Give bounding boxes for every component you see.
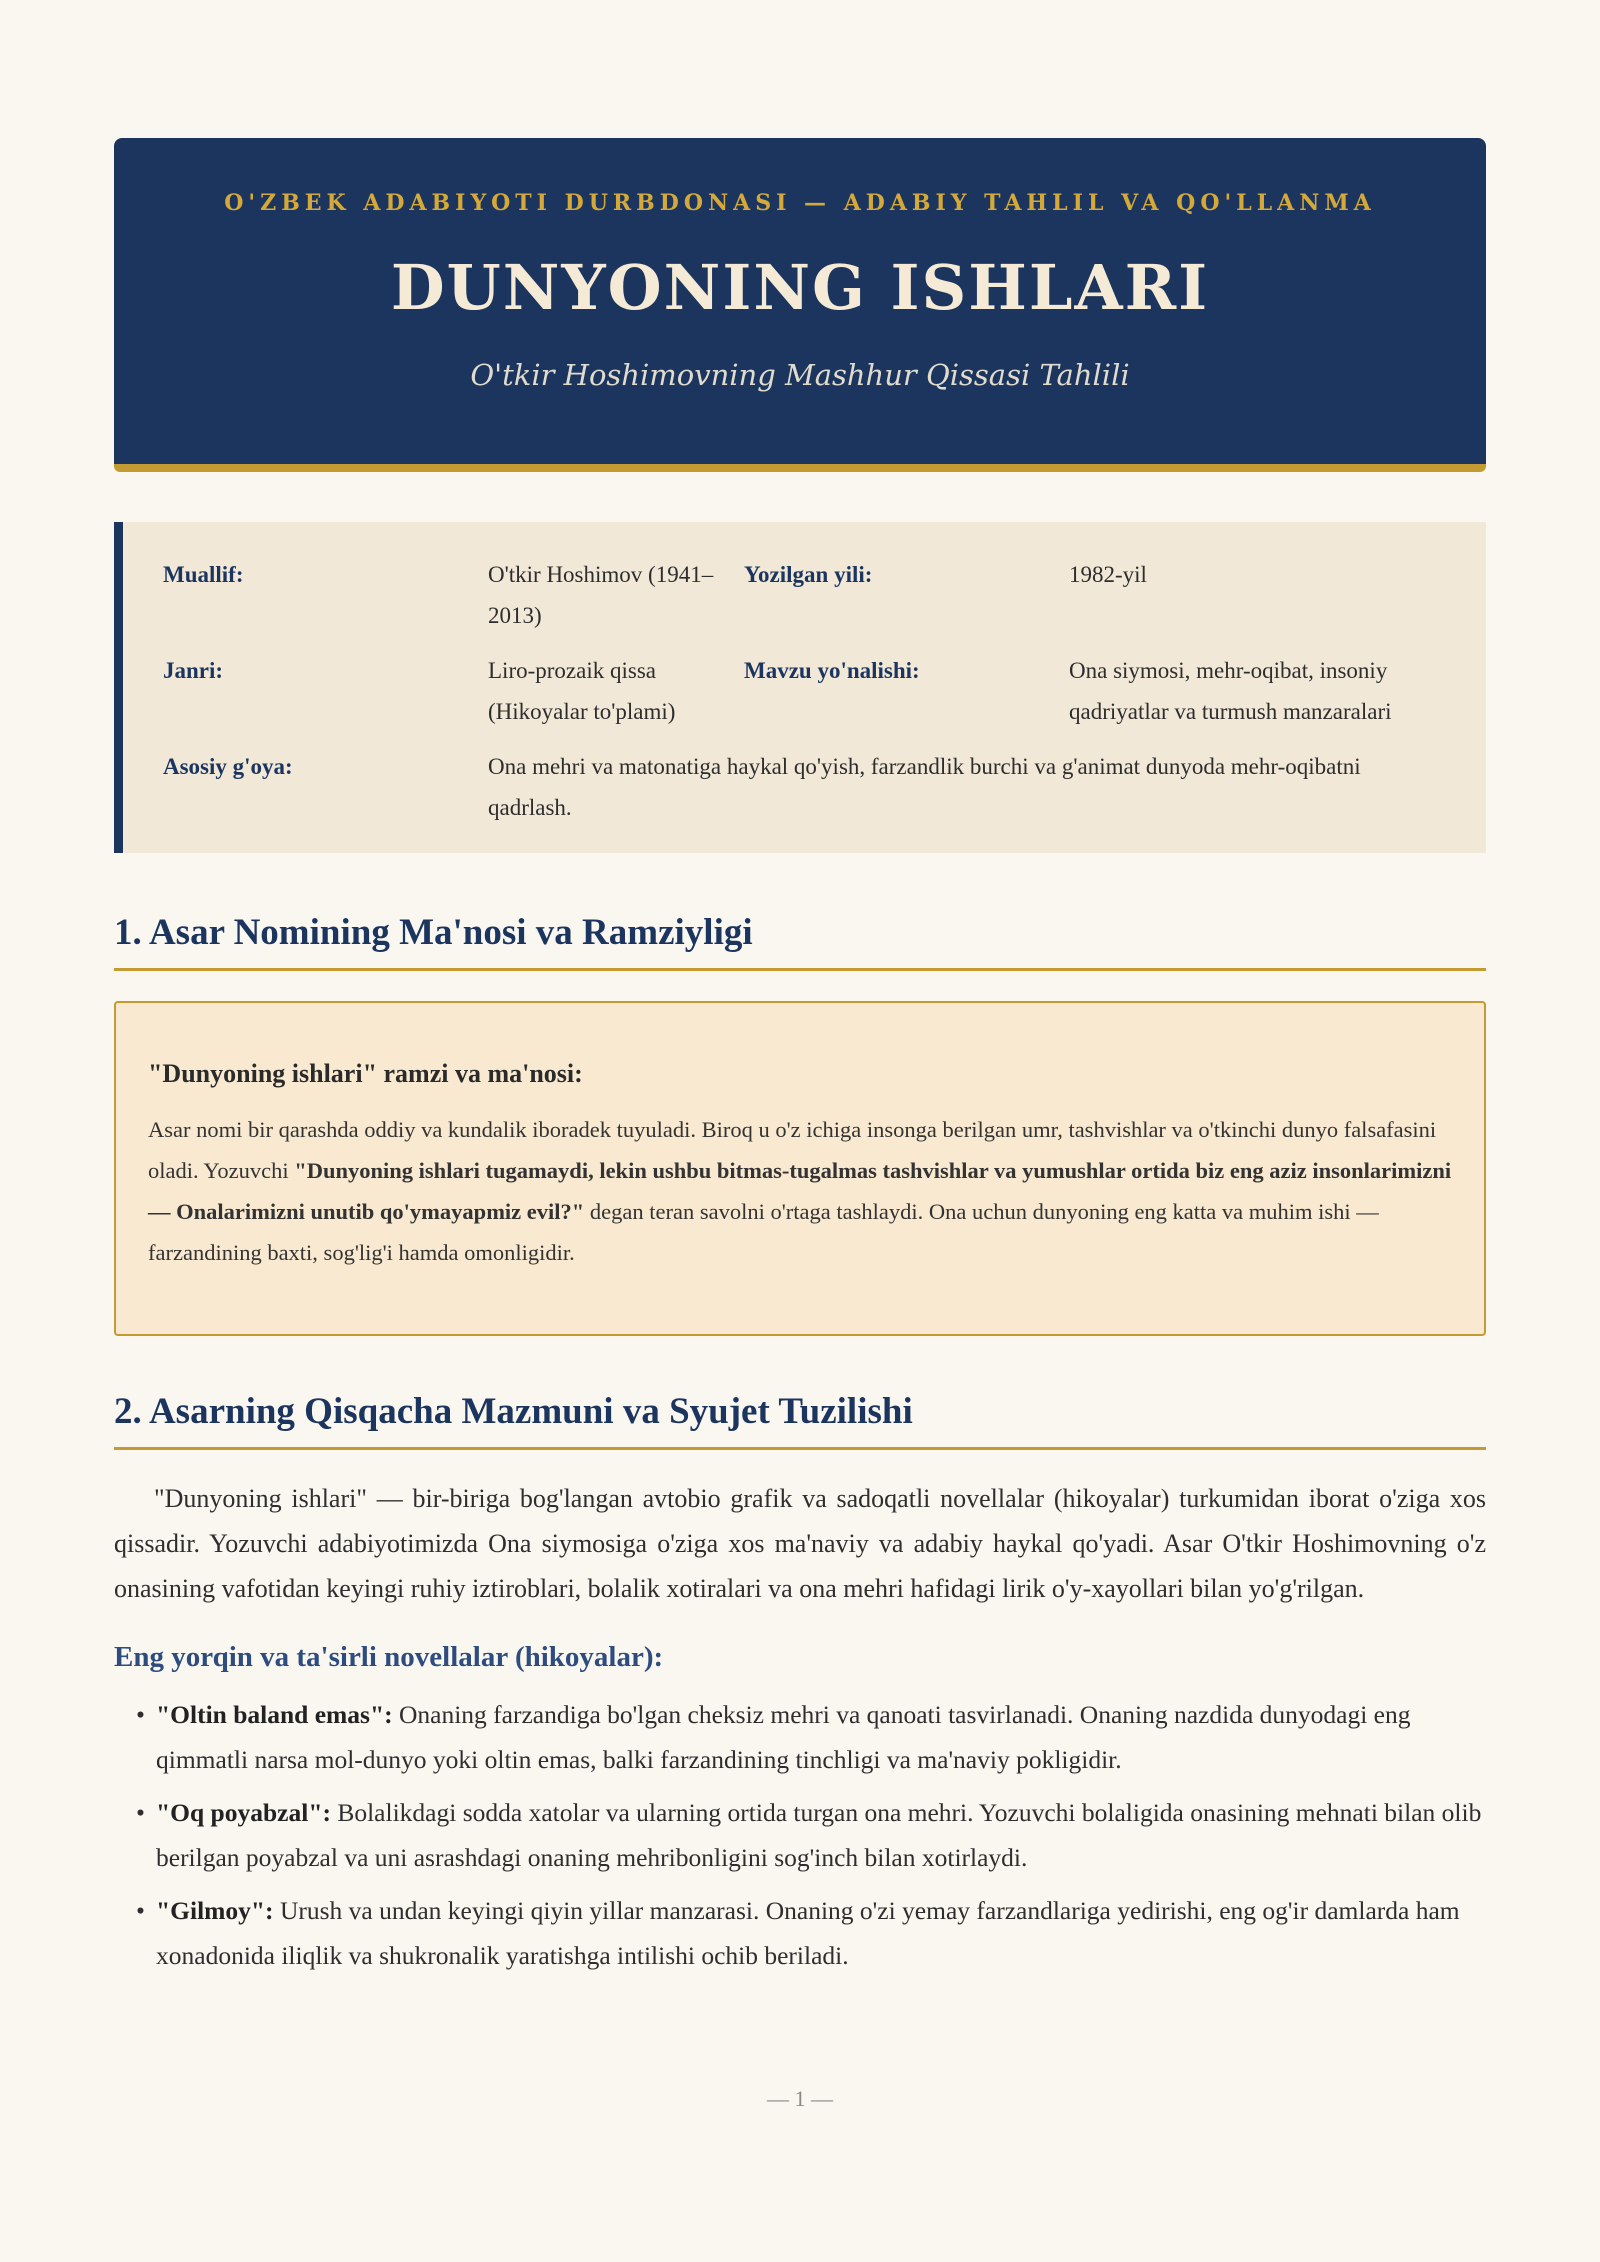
genre-label: Janri: <box>163 658 224 683</box>
title-banner <box>114 138 1486 472</box>
series-kicker: O'ZBEK ADABIYOTI DURBDONASI — ADABIY TAHLIL VA QO'LLANMA <box>224 190 1376 216</box>
theme-value: Ona siymosi, mehr-oqibat, insoniy qadriyatlar va turmush manzaralari <box>1069 658 1392 724</box>
bullet-icon: • <box>136 1798 145 1827</box>
year-label: Yozilgan yili: <box>744 562 873 587</box>
novel-description: Onaning farzandiga bo'lgan cheksiz mehri va qanoati tasvirlanadi. Onaning nazdida dunyodagi eng qimmatli narsa mol-dunyo yoki oltin emas, balki farzandining tinchligi va ma'naviy pokligidir. <box>156 1700 1411 1774</box>
year-value: 1982-yil <box>1069 562 1147 587</box>
author-label: Muallif: <box>163 562 244 587</box>
author-value: O'tkir Hoshimov (1941–2013) <box>488 562 714 628</box>
document-subtitle: O'tkir Hoshimovning Mashhur Qissasi Tahlili <box>470 358 1130 393</box>
novel-name: "Gilmoy": <box>156 1896 274 1925</box>
callout-text-end: degan teran savolni o'rtaga tashlaydi. Ona uchun dunyoning eng katta va muhim ishi — farzandining baxti, sog'lig'i hamda omonligidir. <box>148 1199 1379 1265</box>
novel-description: Urush va undan keyingi qiyin yillar manzarasi. Onaning o'zi yemay farzandlariga yedirishi, eng og'ir damlarda ham xonadonida iliqlik va shukronalik yaratishga intilishi ochib beriladi. <box>156 1896 1460 1970</box>
section-2-heading: 2. Asarning Qisqacha Mazmuni va Syujet Tuzilishi <box>114 1390 1486 1450</box>
main-idea-label: Asosiy g'oya: <box>163 754 293 779</box>
novel-name: "Oq poyabzal": <box>156 1798 331 1827</box>
novels-list <box>114 1692 1486 1978</box>
callout-highlighted-question: "Dunyoning ishlari tugamaydi, lekin ushbu bitmas-tugalmas tashvishlar va yumushlar ortida biz eng aziz insonlarimizni — Onalarimizni unutib qo'ymayapmiz evil?" <box>148 1158 1452 1224</box>
list-item <box>136 1790 1486 1880</box>
novel-name: "Oltin baland emas": <box>156 1700 393 1729</box>
main-idea-value: Ona mehri va matonatiga haykal qo'yish, farzandlik burchi va g'animat dunyoda mehr-oqibatni qadrlash. <box>488 754 1361 820</box>
callout-title: "Dunyoning ishlari" ramzi va ma'nosi: <box>148 1059 583 1088</box>
work-info-box <box>114 522 1486 853</box>
callout-text-start: Asar nomi bir qarashda oddiy va kundalik iboradek tuyuladi. Biroq u o'z ichiga insonga berilgan umr, tashvishlar va o'tkinchi dunyo falsafasini oladi. Yozuvchi <box>148 1117 1437 1183</box>
list-item <box>136 1888 1486 1978</box>
novel-description: Bolalikdagi sodda xatolar va ularning ortida turgan ona mehri. Yozuvchi bolaligida onasining mehnati bilan olib berilgan poyabzal va uni asrashdagi onaning mehribonligini sog'inch bilan xotirlaydi. <box>156 1798 1482 1872</box>
callout-text <box>148 1109 1454 1273</box>
summary-paragraph: "Dunyoning ishlari" — bir-biriga bog'langan avtobio grafik va sadoqatli novellalar (hikoyalar) turkumidan iborat o'ziga xos qissadir. Yozuvchi adabiyotimizda Ona siymosiga o'ziga xos ma'naviy va adabiy haykal qo'yadi. Asar O'tkir Hoshimovning o'z onasining vafotidan keyingi ruhiy iztiroblari, bolalik xotiralari va ona mehri hafidagi lirik o'y-xayollari bilan yo'g'rilgan. <box>114 1484 1486 1603</box>
novels-subheading: Eng yorqin va ta'sirli novellalar (hikoyalar): <box>114 1641 664 1673</box>
page-number: — 1 — <box>767 2086 833 2111</box>
bullet-icon: • <box>136 1700 145 1729</box>
genre-value: Liro-prozaik qissa (Hikoyalar to'plami) <box>488 658 676 724</box>
theme-label: Mavzu yo'nalishi: <box>744 658 920 683</box>
document-title: DUNYONING ISHLARI <box>390 251 1210 324</box>
list-item <box>136 1692 1486 1782</box>
document-page <box>114 138 1486 1986</box>
title-meaning-callout <box>114 1001 1486 1336</box>
bullet-icon: • <box>136 1896 145 1925</box>
section-1-heading: 1. Asar Nomining Ma'nosi va Ramziyligi <box>114 911 1486 971</box>
